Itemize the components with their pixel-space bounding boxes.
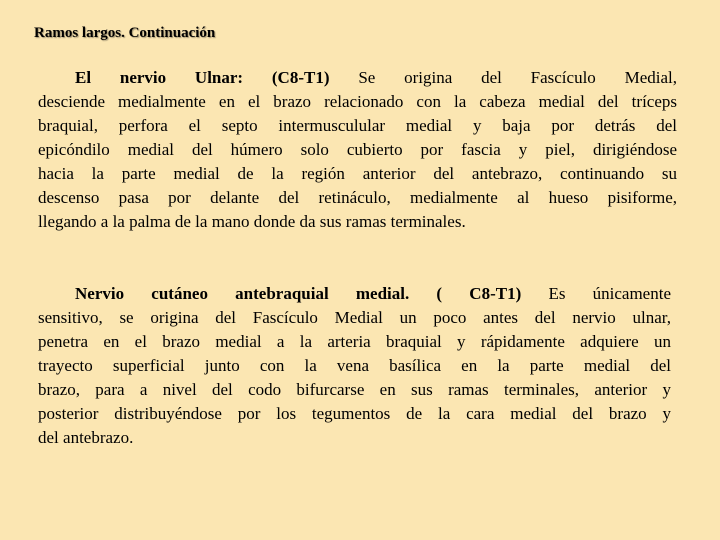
paragraph-line: brazo, para a nivel del codo bifurcarse en sus ramas terminales, anterior y [38,380,671,399]
paragraph-line: hacia la parte medial de la región anterior del antebrazo, continuando su [38,164,677,183]
paragraph-line: braquial, perfora el septo intermusculular medial y baja por detrás del [38,116,677,135]
ulnar-nerve-paragraph [38,66,677,234]
paragraph-line: El nervio Ulnar: (C8-T1) Se origina del Fascículo Medial, [75,68,678,87]
paragraph-line: Nervio cutáneo antebraquial medial. ( C8-T1) Es únicamente [75,284,671,303]
paragraph-line: llegando a la palma de la mano donde da sus ramas terminales. [38,212,466,231]
paragraph-line: penetra en el brazo medial a la arteria braquial y rápidamente adquiere un [38,332,671,351]
medial-antebrachial-cutaneous-nerve-paragraph [38,282,671,450]
paragraph-lead: El nervio Ulnar: (C8-T1) [75,68,330,87]
paragraph-line: epicóndilo medial del húmero solo cubierto por fascia y piel, dirigiéndose [38,140,677,159]
paragraph-line: desciende medialmente en el brazo relacionado con la cabeza medial del tríceps [38,92,677,111]
paragraph-line: del antebrazo. [38,428,134,447]
paragraph-lead: Nervio cutáneo antebraquial medial. ( C8-T1) [75,284,522,303]
paragraph-line: sensitivo, se origina del Fascículo Medial un poco antes del nervio ulnar, [38,308,671,327]
page-title: Ramos largos. Continuación [34,25,216,41]
paragraph-line: posterior distribuyéndose por los tegumentos de la cara medial del brazo y [38,404,671,423]
paragraph-line: trayecto superficial junto con la vena basílica en la parte medial del [38,356,671,375]
paragraph-line: descenso pasa por delante del retináculo, medialmente al hueso pisiforme, [38,188,677,207]
